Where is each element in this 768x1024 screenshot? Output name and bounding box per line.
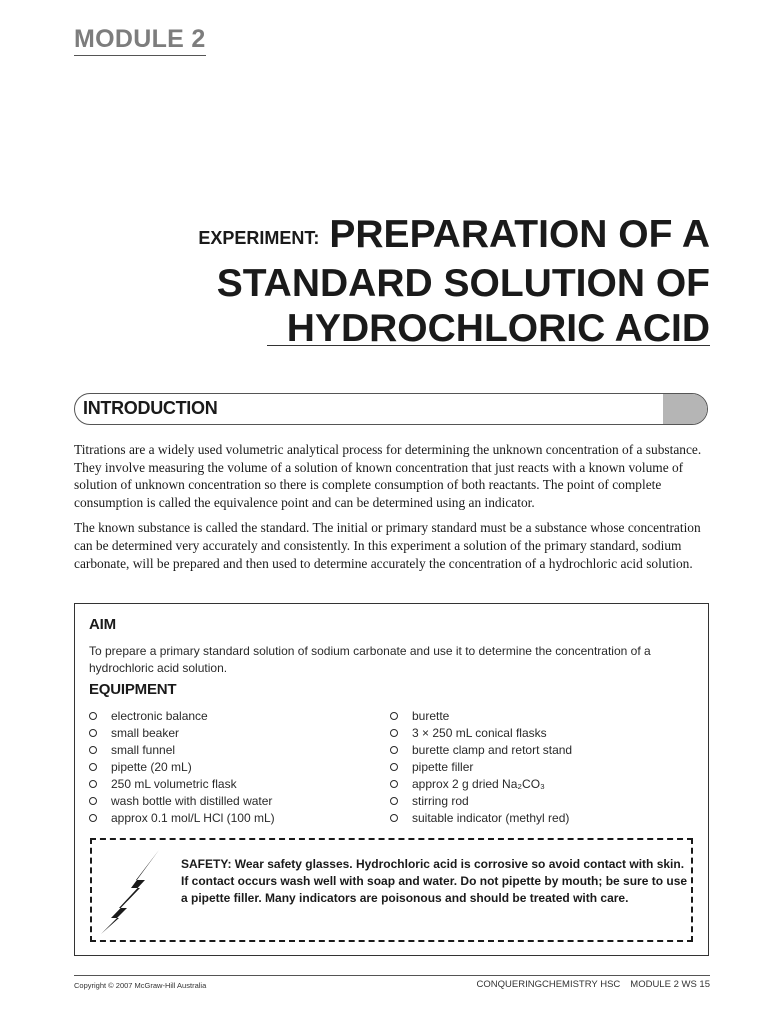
- checkbox-circle-icon: [89, 763, 97, 771]
- checkbox-circle-icon: [89, 814, 97, 822]
- checkbox-circle-icon: [390, 814, 398, 822]
- equipment-item: approx 0.1 mol/L HCl (100 mL): [89, 810, 275, 827]
- checkbox-circle-icon: [89, 712, 97, 720]
- equipment-item: 3 × 250 mL conical flasks: [390, 725, 572, 742]
- equipment-item: suitable indicator (methyl red): [390, 810, 572, 827]
- safety-text: SAFETY: Wear safety glasses. Hydrochloric acid is corrosive so avoid contact with skin. If contact occurs wash well with soap and water. Do not pipette by mouth; be sure to use a pipette filler. Many indicators are poisonous and should be treated with care.: [181, 857, 688, 905]
- module-title: MODULE 2: [74, 26, 206, 56]
- experiment-title: [90, 212, 710, 351]
- aim-heading: AIM: [89, 616, 116, 633]
- equipment-item: pipette filler: [390, 759, 572, 776]
- checkbox-circle-icon: [390, 712, 398, 720]
- checkbox-circle-icon: [89, 746, 97, 754]
- checkbox-circle-icon: [390, 763, 398, 771]
- footer-series-b: CHEMISTRY HSC: [541, 979, 621, 990]
- equipment-item: wash bottle with distilled water: [89, 793, 275, 810]
- checkbox-circle-icon: [390, 746, 398, 754]
- lightning-bolt-icon: [97, 848, 165, 936]
- equipment-item: small beaker: [89, 725, 275, 742]
- title-line-1: [90, 212, 710, 261]
- equipment-item: electronic balance: [89, 708, 275, 725]
- footer-page-ref: MODULE 2 WS 15: [630, 979, 710, 990]
- aim-text: To prepare a primary standard solution of sodium carbonate and use it to determine the concentration of a hydrochloric acid solution.: [89, 644, 651, 675]
- equipment-item: small funnel: [89, 742, 275, 759]
- heading-bar-cap: [663, 394, 707, 424]
- checkbox-circle-icon: [89, 729, 97, 737]
- footer-series: [477, 979, 710, 990]
- intro-paragraph: Titrations are a widely used volumetric analytical process for determining the unknown concentration of a substance. They involve measuring the volume of a solution of known concentration that just reacts with a known volume of solution of unknown concentration so there is complete consumption of both reactants. The point of complete consumption is called the equivalence point and can be determined using an indicator.: [74, 442, 702, 510]
- title-divider: [267, 345, 710, 346]
- footer-copyright: Copyright © 2007 McGraw-Hill Australia: [74, 981, 207, 990]
- introduction-body: [74, 441, 710, 580]
- equipment-item: stirring rod: [390, 793, 572, 810]
- title-text-1: PREPARATION OF A: [329, 213, 710, 256]
- experiment-label: EXPERIMENT:: [198, 228, 320, 248]
- introduction-heading: INTRODUCTION: [83, 398, 218, 418]
- checkbox-circle-icon: [390, 729, 398, 737]
- equipment-heading: EQUIPMENT: [89, 681, 177, 698]
- equipment-item: burette: [390, 708, 572, 725]
- intro-paragraph: The known substance is called the standard. The initial or primary standard must be a substance whose concentration can be determined very accurately and consistently. In this experiment a solution of the primary standard, sodium carbonate, will be prepared and then used to determine accurately the concentration of a hydrochloric acid solution.: [74, 520, 701, 571]
- equipment-list-right: [390, 708, 572, 827]
- equipment-item: approx 2 g dried Na₂CO₃: [390, 776, 572, 793]
- equipment-item: 250 mL volumetric flask: [89, 776, 275, 793]
- footer-divider: [74, 975, 710, 976]
- safety-notice: [90, 838, 693, 942]
- checkbox-circle-icon: [89, 797, 97, 805]
- checkbox-circle-icon: [390, 780, 398, 788]
- title-line-2: STANDARD SOLUTION OF: [216, 262, 710, 305]
- introduction-heading-bar: [74, 393, 708, 425]
- checkbox-circle-icon: [89, 780, 97, 788]
- equipment-item: pipette (20 mL): [89, 759, 275, 776]
- checkbox-circle-icon: [390, 797, 398, 805]
- equipment-list-left: [89, 708, 275, 827]
- footer-series-a: CONQUERING: [476, 979, 542, 990]
- equipment-item: burette clamp and retort stand: [390, 742, 572, 759]
- experiment-details-box: [74, 603, 709, 956]
- title-line-3: HYDROCHLORIC ACID: [286, 307, 710, 350]
